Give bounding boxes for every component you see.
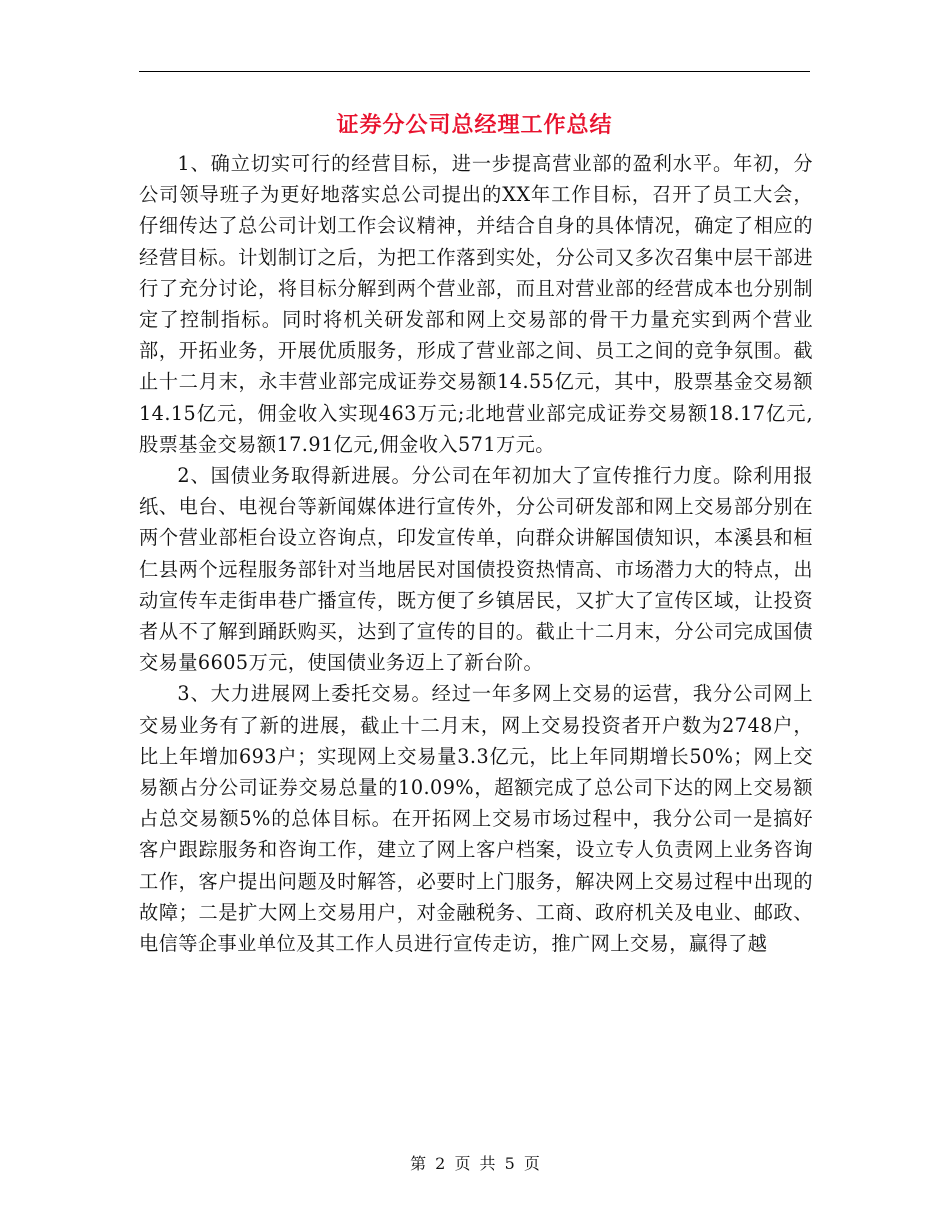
- paragraph-3: 3、大力进展网上委托交易。经过一年多网上交易的运营，我分公司网上交易业务有了新的进展，截止十二月末，网上交易投资者开户数为2748户，比上年增加693户；实现网上交易量3.3亿元，比上年同期增长50%；网上交易额占分公司证券交易总量的10.09%，超额完成了总公司下达的网上交易额占总交易额5%的总体目标。在开拓网上交易市场过程中，我分公司一是搞好客户跟踪服务和咨询工作，建立了网上客户档案，设立专人负责网上业务咨询工作，客户提出问题及时解答，必要时上门服务，解决网上交易过程中出现的故障；二是扩大网上交易用户，对金融税务、工商、政府机关及电业、邮政、电信等企事业单位及其工作人员进行宣传走访，推广网上交易，赢得了越: [139, 682, 813, 956]
- paragraph-2: 2、国债业务取得新进展。分公司在年初加大了宣传推行力度。除利用报纸、电台、电视台等新闻媒体进行宣传外，分公司研发部和网上交易部分别在两个营业部柜台设立咨询点，印发宣传单，向群众讲解国债知识，本溪县和桓仁县两个远程服务部针对当地居民对国债投资热情高、市场潜力大的特点，出动宣传车走街串巷广播宣传，既方便了乡镇居民，又扩大了宣传区域，让投资者从不了解到踊跃购买，达到了宣传的目的。截止十二月末，分公司完成国债交易量6605万元，使国债业务迈上了新台阶。: [139, 464, 813, 675]
- document-title: 证券分公司总经理工作总结: [336, 112, 613, 138]
- paragraph-1: 1、确立切实可行的经营目标，进一步提高营业部的盈利水平。年初，分公司领导班子为更好地落实总公司提出的XX年工作目标，召开了员工大会，仔细传达了总公司计划工作会议精神，并结合自身的具体情况，确定了相应的经营目标。计划制订之后，为把工作落到实处，分公司又多次召集中层干部进行了充分讨论，将目标分解到两个营业部，而且对营业部的经营成本也分别制定了控制指标。同时将机关研发部和网上交易部的骨干力量充实到两个营业部，开拓业务，开展优质服务，形成了营业部之间、员工之间的竞争氛围。截止十二月末，永丰营业部完成证券交易额14.55亿元，其中，股票基金交易额14.15亿元，佣金收入实现463万元;北地营业部完成证券交易额18.17亿元,股票基金交易额17.91亿元,佣金收入571万元。: [139, 152, 813, 456]
- page-footer: 第 2 页 共 5 页: [410, 1154, 540, 1173]
- header-rule: [139, 71, 810, 72]
- document-body: [139, 148, 813, 959]
